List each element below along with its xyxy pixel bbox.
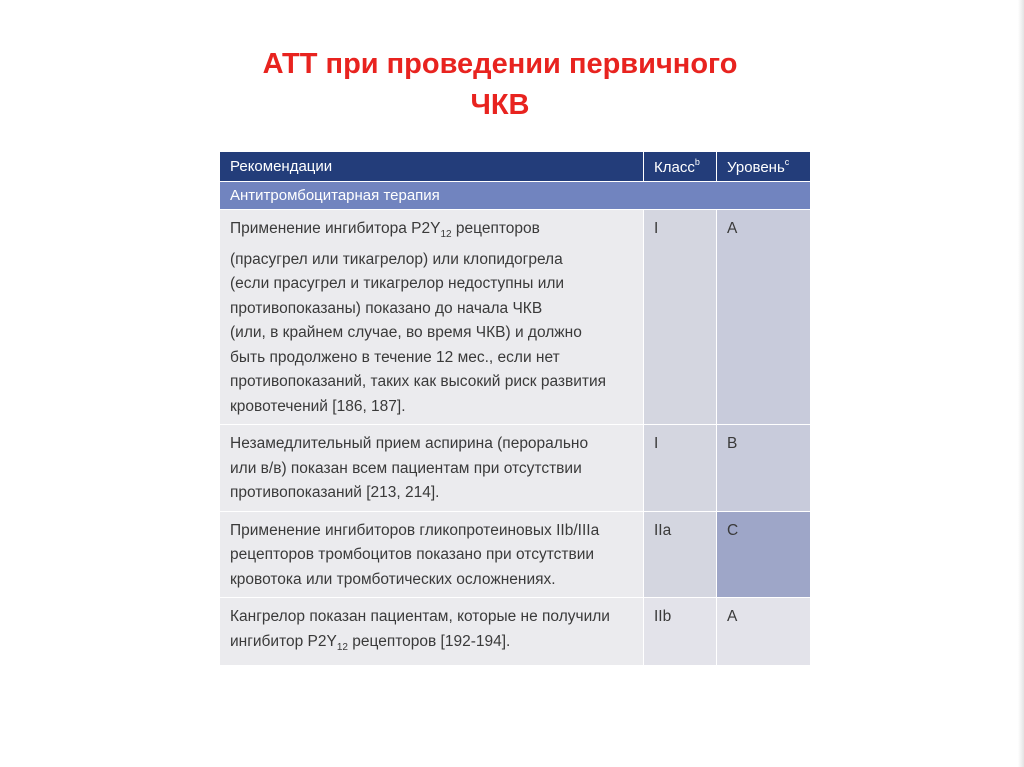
table-header-row: [220, 152, 811, 182]
level-cell: C: [717, 511, 811, 598]
recommendation-cell: Незамедлительный прием аспирина (перорально или в/в) показан всем пациентам при отсутствии противопоказаний [213, 214].: [220, 425, 644, 512]
slide-title: [190, 44, 810, 126]
section-antiplatelet-therapy: Антитромбоцитарная терапия: [220, 182, 811, 210]
slide-title-line-1: АТТ при проведении первичного: [262, 48, 738, 80]
slide-title-line-2: ЧКВ: [470, 89, 530, 121]
class-cell: I: [644, 210, 717, 425]
level-cell: A: [717, 210, 811, 425]
recommendation-cell: Применение ингибитора $P2Y_{12}$ рецепторов (прасугрел или тикагрелор) или клопидогрела (если прасугрел и тикагрелор недоступны или противопоказаны) показано до начала ЧКВ (или, в крайнем случае, во время ЧКВ) и должно быть продолжено в течение 12 мес., если нет противопоказаний, таких как высокий риск развития кровотечений [186, 187].: [220, 210, 644, 425]
recommendation-cell: Кангрелор показан пациентам, которые не получили ингибитор $P2Y_{12}$ рецепторов [192-194].: [220, 598, 644, 666]
header-class-footnote: b: [694, 157, 700, 167]
level-cell: B: [717, 425, 811, 512]
slide-edge: [1018, 0, 1024, 767]
class-cell: IIa: [644, 511, 717, 598]
subscript: 12: [336, 641, 348, 653]
section-row: [220, 182, 811, 210]
table-row: [220, 425, 811, 512]
header-level: Уровень$^c$: [717, 152, 811, 182]
table-row: [220, 210, 811, 425]
table-row: [220, 511, 811, 598]
level-cell: A: [717, 598, 811, 666]
recommendation-cell: Применение ингибиторов гликопротеиновых IIb/IIIa рецепторов тромбоцитов показано при отсутствии кровотока или тромботических осложнениях.: [220, 511, 644, 598]
class-cell: IIb: [644, 598, 717, 666]
recommendations-table: [219, 151, 811, 666]
table-row: [220, 598, 811, 666]
header-level-footnote: c: [784, 157, 790, 167]
subscript: 12: [440, 229, 452, 240]
header-recommendations: Рекомендации: [220, 152, 644, 182]
header-class: Класс$^b$: [644, 152, 717, 182]
class-cell: I: [644, 425, 717, 512]
